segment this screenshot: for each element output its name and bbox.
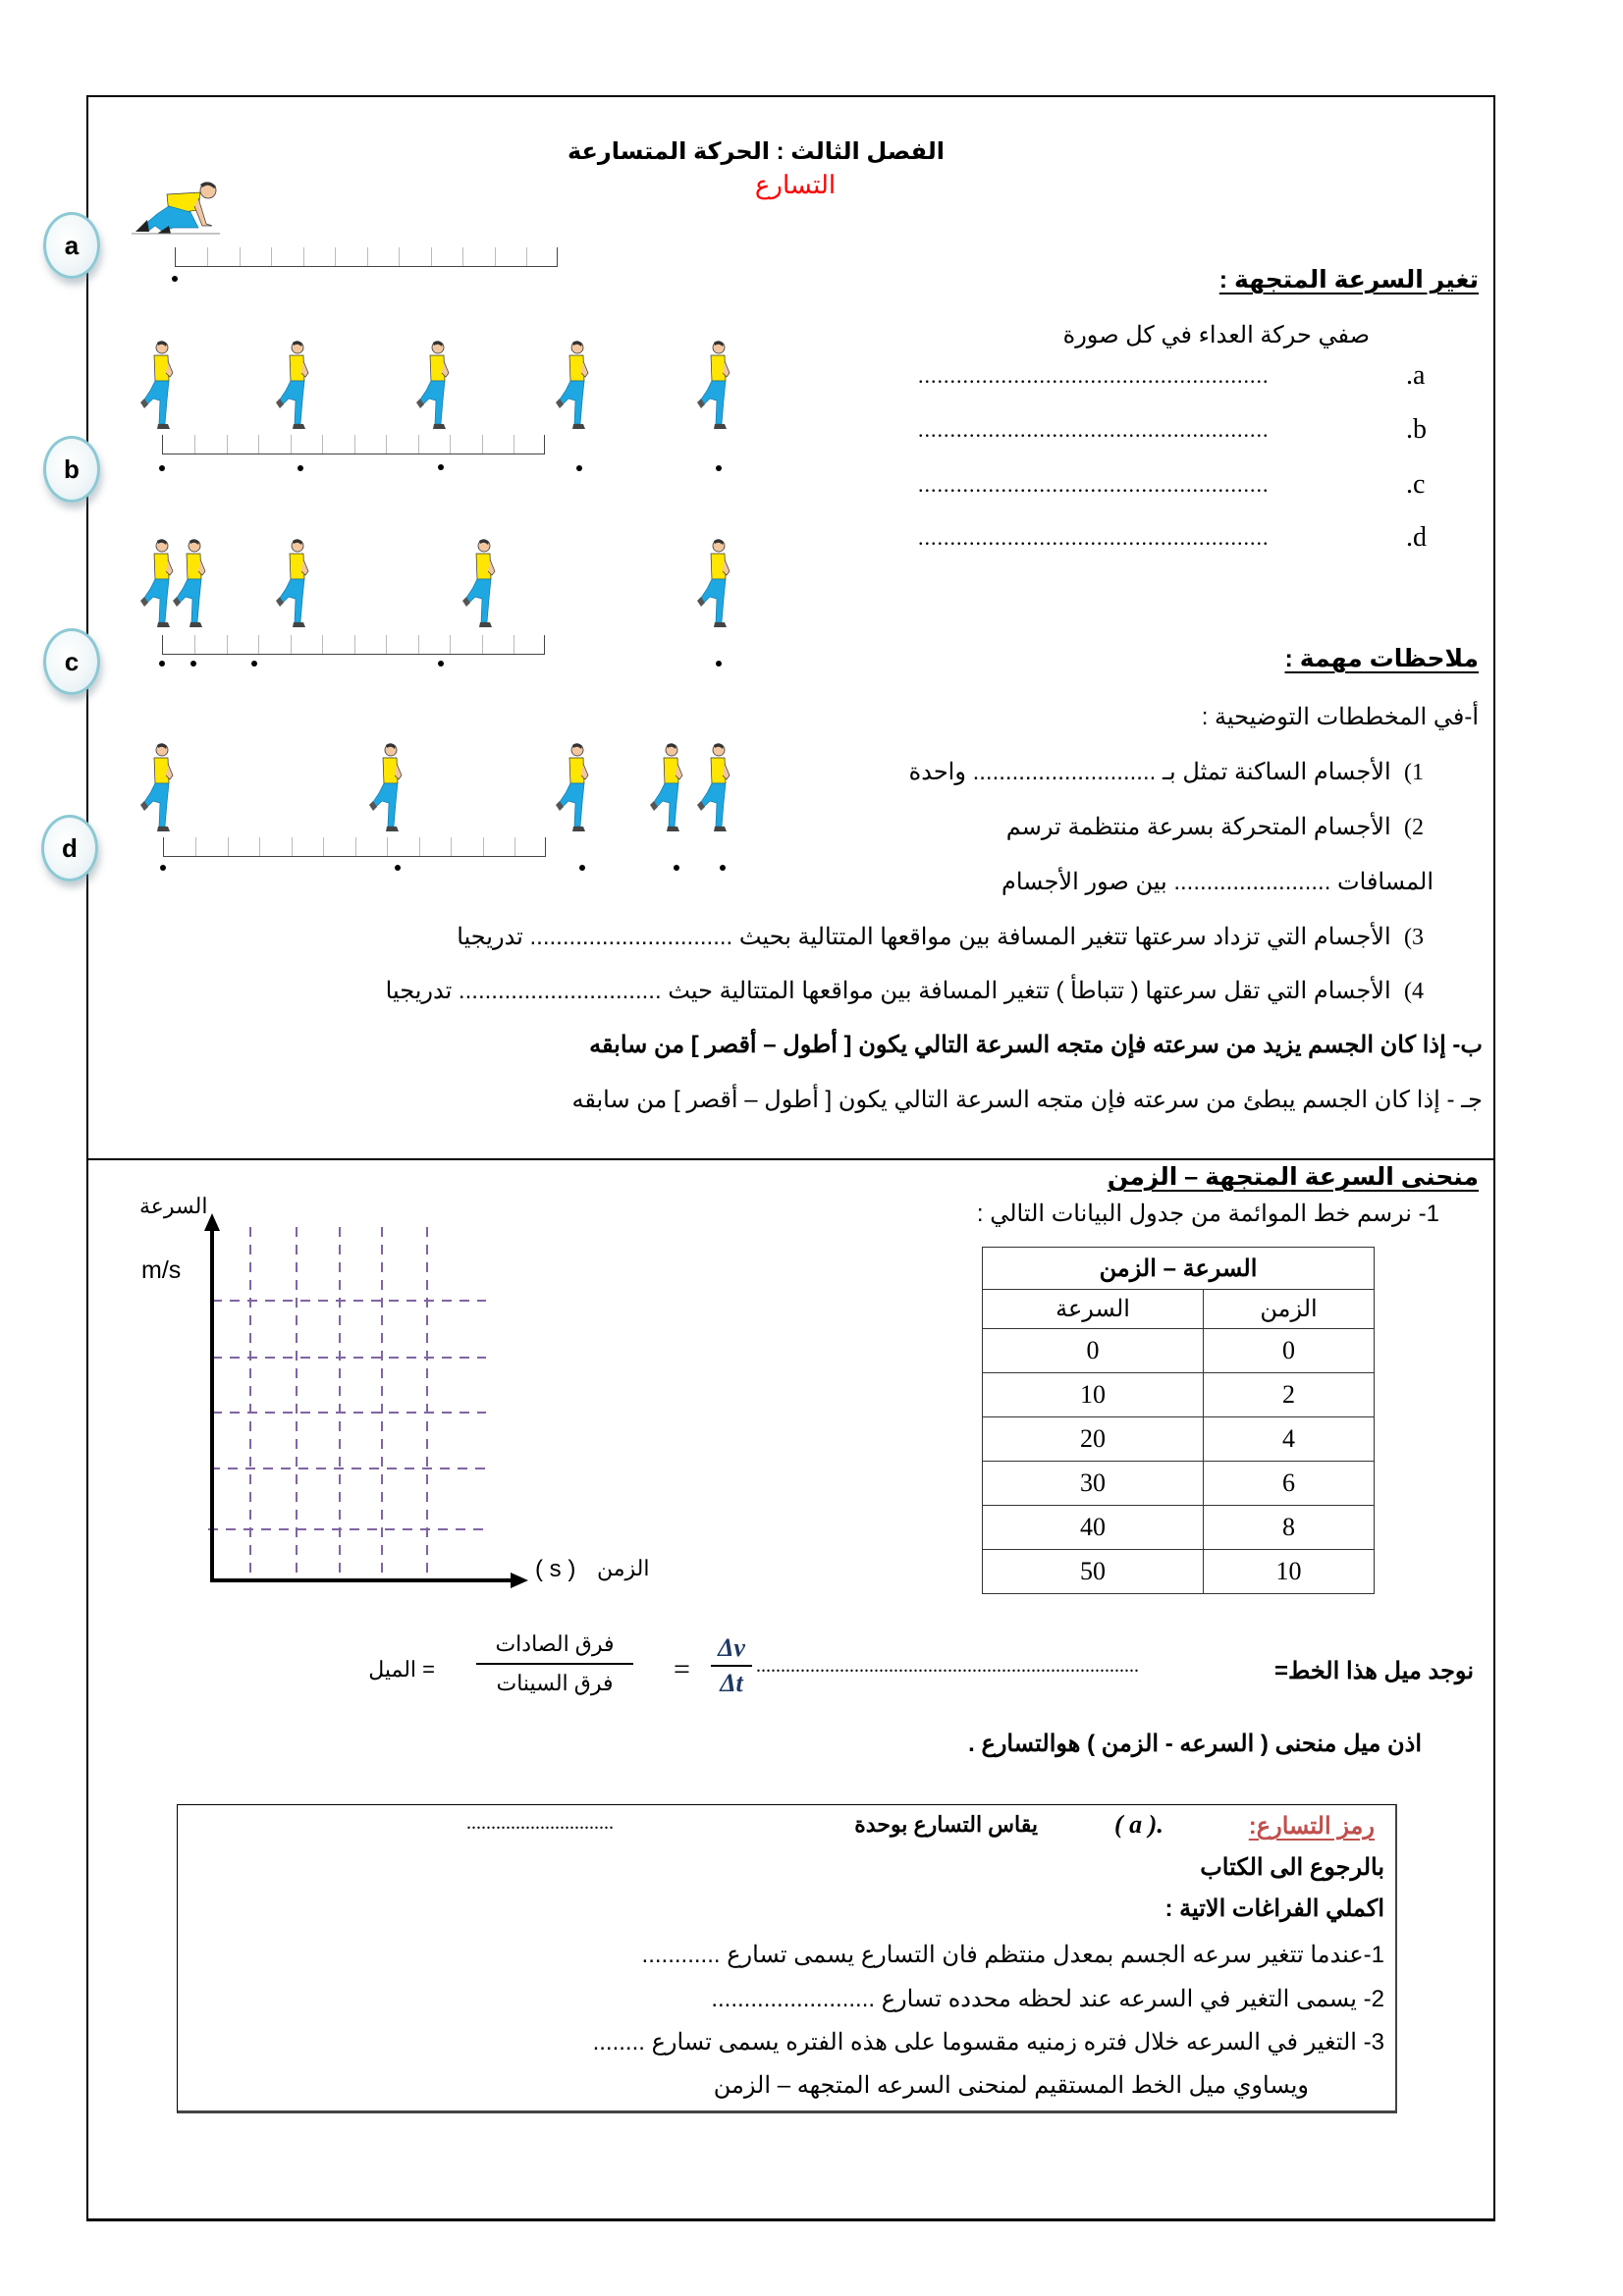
fill-heading: اكملي الفراغات الاتية : (1164, 1896, 1384, 1922)
slope-rhs: = الميل (368, 1657, 435, 1682)
unit-blank[interactable]: .............................. (466, 1812, 614, 1834)
item-c-blank[interactable]: ....................................................... (918, 472, 1270, 497)
position-dot (160, 865, 166, 871)
delta-t: Δt (720, 1669, 743, 1697)
ruler-d (163, 837, 546, 857)
item-a-blank[interactable]: ....................................................... (918, 363, 1270, 388)
numerator: فرق الصادات (495, 1631, 615, 1656)
runner-icon (697, 742, 736, 832)
note-item-1 (909, 758, 1424, 786)
badge-c-label: c (64, 646, 80, 676)
badge-a-label: a (64, 230, 80, 260)
section-divider (86, 1158, 1495, 1160)
runner-icon (369, 742, 408, 832)
runner-icon (556, 742, 595, 832)
position-dot (395, 865, 401, 871)
runner-icon (140, 340, 180, 430)
position-dot (579, 865, 585, 871)
velocity-time-graph (118, 1168, 844, 1620)
position-dot (159, 661, 165, 667)
position-dot (674, 865, 679, 871)
delta-v: Δv (718, 1633, 745, 1662)
time-cell: 2 (1204, 1373, 1375, 1417)
position-dot (438, 661, 444, 667)
ratio-fraction (476, 1631, 633, 1696)
notes-sub-c: جـ - إذا كان الجسم يبطئ من سرعته فإن متجه السرعة التالي يكون [ أطول – أقصر ] من سابقه (571, 1087, 1483, 1113)
note-text: الأجسام المتحركة بسرعة منتظمة ترسم (1005, 814, 1391, 840)
ref-book: بالرجوع الى الكتاب (1200, 1854, 1384, 1881)
runner-icon (650, 742, 689, 832)
denominator: فرق السينات (496, 1671, 614, 1695)
ruler-c (162, 635, 545, 655)
position-dot (298, 465, 303, 471)
chapter-title: الفصل الثالث : الحركة المتسارعة (567, 138, 945, 165)
notes-sub-b: ب- إذا كان الجسم يزيد من سرعته فإن متجه السرعة التالي يكون [ أطول – أقصر ] من سابقه (589, 1032, 1483, 1058)
note-text: الأجسام التي تقل سرعتها ( تتباطأ ) تتغير المسافة بين مواقعها المتتالية حيث ............................... تدريجيا (385, 978, 1391, 1004)
note-item-3 (457, 923, 1424, 951)
item-c-label: .c (1406, 469, 1426, 500)
item-b-blank[interactable]: ....................................................... (918, 417, 1270, 442)
speed-cell: 40 (983, 1506, 1204, 1550)
table-row (983, 1373, 1375, 1417)
runner-icon (276, 340, 315, 430)
runner-icon (276, 538, 315, 628)
column-header-time: الزمن (1204, 1290, 1375, 1329)
fill-item-3-cont: ويساوي ميل الخط المستقيم لمنحنى السرعه المتجهه – الزمن (713, 2072, 1309, 2099)
fill-item-1: 1-عندما تتغير سرعه الجسم بمعدل منتظم فان التسارع يسمى تسارع ............ (641, 1942, 1384, 1968)
runner-icon (697, 538, 736, 628)
speed-cell: 20 (983, 1417, 1204, 1462)
speed-time-table (982, 1247, 1375, 1594)
runner-icon (697, 340, 736, 430)
vt-graph-heading: منحنى السرعة المتجهة – الزمن (1107, 1163, 1479, 1191)
y-axis-label: السرعة (139, 1194, 208, 1218)
symbol-label: رمز التسارع: (1248, 1813, 1375, 1840)
speed-cell: 30 (983, 1462, 1204, 1506)
slope-blank[interactable]: .............................................................................. (756, 1655, 1139, 1677)
note-num: 3) (1404, 925, 1424, 950)
speed-cell: 10 (983, 1373, 1204, 1417)
note-num: 1) (1404, 760, 1424, 785)
time-cell: 0 (1204, 1329, 1375, 1373)
delta-fraction (707, 1633, 756, 1698)
position-dot (172, 276, 178, 282)
position-dot (716, 661, 722, 667)
badge-a (43, 212, 100, 279)
time-cell: 6 (1204, 1462, 1375, 1506)
badge-d-label: d (62, 832, 78, 863)
describe-prompt: صفي حركة العداء في كل صورة (1062, 322, 1370, 348)
runner-icon (416, 340, 456, 430)
slope-equals: = (674, 1653, 690, 1685)
note-num: 4) (1404, 979, 1424, 1004)
time-cell: 8 (1204, 1506, 1375, 1550)
position-dot (190, 661, 196, 667)
symbol-value: ( a ). (1114, 1810, 1163, 1839)
badge-b (43, 436, 100, 503)
column-header-speed: السرعة (983, 1290, 1204, 1329)
position-dot (251, 661, 257, 667)
notes-heading: ملاحظات مهمة : (1284, 645, 1479, 672)
lesson-title: التسارع (754, 171, 837, 199)
slope-conclusion: اذن ميل منحنى ( السرعه - الزمن ) هوالتسارع . (968, 1731, 1422, 1757)
note-text: الأجسام الساكنة تمثل بـ ............................ واحدة (908, 759, 1391, 785)
position-dot (159, 465, 165, 471)
table-row (983, 1550, 1375, 1594)
position-dot (438, 464, 444, 470)
time-cell: 10 (1204, 1550, 1375, 1594)
table-row (983, 1329, 1375, 1373)
badge-b-label: b (64, 454, 80, 484)
note-item-4 (386, 977, 1424, 1005)
runner-icon (556, 340, 595, 430)
position-dot (720, 865, 726, 871)
ruler-a (175, 247, 558, 267)
y-axis-unit: m/s (141, 1256, 182, 1284)
note-item-2 (1006, 813, 1424, 841)
item-d-blank[interactable]: ....................................................... (918, 525, 1270, 550)
unit-text: يقاس التسارع بوحدة (854, 1812, 1038, 1837)
note-num: 2) (1404, 815, 1424, 840)
crouching-runner-illustration (118, 177, 245, 245)
note-item-2-cont: المسافات ........................ بين صور الأجسام (1001, 869, 1434, 895)
x-axis-unit: ( s ) (535, 1556, 576, 1582)
runner-icon (173, 538, 212, 628)
table-row (983, 1462, 1375, 1506)
runner-icon (140, 742, 180, 832)
item-a-label: .a (1406, 360, 1426, 391)
fill-item-2: 2- يسمى التغير في السرعه عند لحظه محدده تسارع ......................... (711, 1986, 1384, 2012)
speed-cell: 0 (983, 1329, 1204, 1373)
item-b-label: .b (1406, 414, 1427, 445)
note-text: الأجسام التي تزداد سرعتها تتغير المسافة بين مواقعها المتتالية بحيث ............................... تدريجيا (457, 924, 1391, 950)
table-row (983, 1506, 1375, 1550)
find-slope-label: نوجد ميل هذا الخط= (1274, 1658, 1474, 1684)
velocity-change-heading: تغير السرعة المتجهة : (1218, 266, 1479, 294)
time-cell: 4 (1204, 1417, 1375, 1462)
runner-icon (462, 538, 502, 628)
fill-item-3: 3- التغير في السرعه خلال فتره زمنيه مقسوما على هذه الفتره يسمى تسارع ........ (592, 2029, 1384, 2056)
speed-cell: 50 (983, 1550, 1204, 1594)
notes-sub-a: أ-في المخططات التوضيحية : (1201, 704, 1479, 730)
table-title: السرعة – الزمن (983, 1248, 1375, 1290)
table-row (983, 1417, 1375, 1462)
position-dot (716, 465, 722, 471)
graph-grid (118, 1168, 844, 1620)
ruler-b (162, 435, 545, 454)
position-dot (576, 465, 582, 471)
item-d-label: .d (1406, 522, 1427, 553)
badge-c (43, 628, 100, 695)
x-axis-label: الزمن (597, 1556, 650, 1580)
vt-step1: 1- نرسم خط الموائمة من جدول البيانات التالي : (976, 1201, 1439, 1227)
badge-d (41, 815, 98, 881)
